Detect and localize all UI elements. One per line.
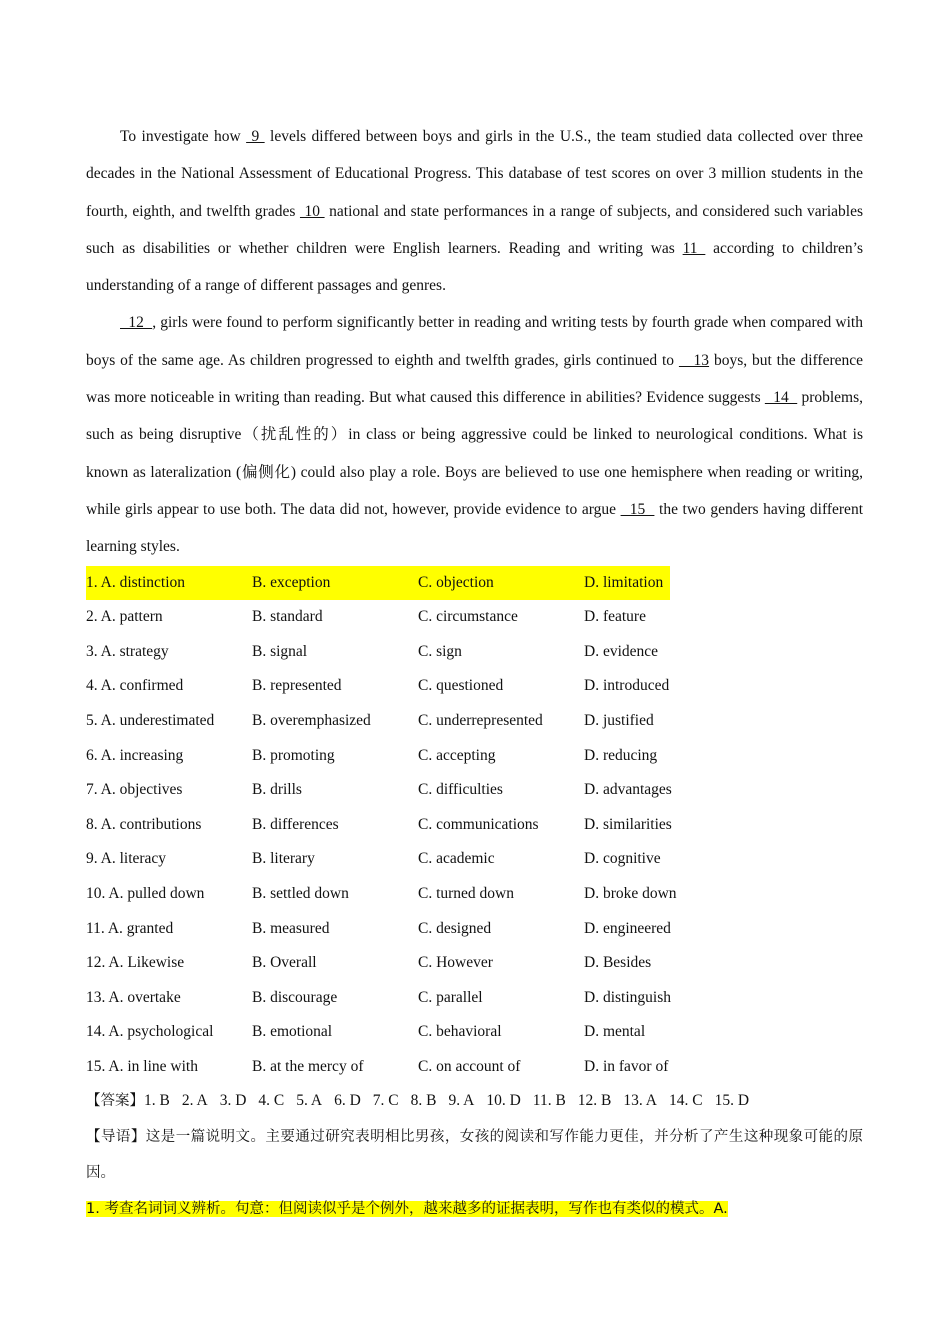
option-1-B: B. exception — [252, 566, 418, 601]
option-12-C: C. However — [418, 954, 493, 972]
option-row-5 — [86, 704, 863, 739]
option-8-A: 8. A. contributions — [86, 815, 202, 833]
answer-item: 7. C — [372, 1092, 399, 1110]
option-9-A: 9. A. literacy — [86, 850, 167, 868]
option-4-D: D. introduced — [584, 677, 670, 695]
option-row-15 — [86, 1050, 863, 1085]
option-12-D: D. Besides — [584, 954, 652, 972]
answer-item: 4. C — [258, 1092, 285, 1110]
answer-item: 6. D — [334, 1092, 361, 1110]
option-row-2 — [86, 600, 863, 635]
option-10-A: 10. A. pulled down — [86, 884, 205, 902]
option-2-A: 2. A. pattern — [86, 608, 163, 626]
option-6-D: D. reducing — [584, 746, 658, 764]
option-row-9 — [86, 842, 863, 877]
answer-item: 8. B — [410, 1092, 437, 1110]
answer-item: 11. B — [532, 1092, 566, 1110]
option-1-A: 1. A. distinction — [86, 566, 252, 601]
option-row-10 — [86, 877, 863, 912]
option-12-A: 12. A. Likewise — [86, 954, 185, 972]
option-5-A: 5. A. underestimated — [86, 711, 215, 729]
option-14-D: D. mental — [584, 1023, 646, 1041]
option-9-C: C. academic — [418, 850, 495, 868]
option-row-8 — [86, 808, 863, 843]
option-row-6 — [86, 739, 863, 774]
option-row-11 — [86, 912, 863, 947]
option-3-D: D. evidence — [584, 642, 659, 660]
option-7-C: C. difficulties — [418, 781, 503, 799]
option-row-12 — [86, 946, 863, 981]
blank-14: 14 — [764, 389, 798, 407]
option-8-B: B. differences — [252, 815, 339, 833]
option-4-B: B. represented — [252, 677, 342, 695]
option-11-C: C. designed — [418, 919, 492, 937]
passage-text: To investigate how — [120, 128, 247, 145]
option-1-D: D. limitation — [584, 566, 670, 601]
option-8-D: D. similarities — [584, 815, 672, 833]
option-5-D: D. justified — [584, 711, 654, 729]
content — [86, 118, 863, 1227]
option-15-A: 15. A. in line with — [86, 1057, 198, 1075]
option-6-B: B. promoting — [252, 746, 335, 764]
passage-paragraph-2 — [86, 304, 863, 565]
option-13-C: C. parallel — [418, 988, 483, 1006]
blank-10: 10 — [299, 202, 325, 220]
option-11-B: B. measured — [252, 919, 330, 937]
option-12-B: B. Overall — [252, 954, 317, 972]
option-1-C: C. objection — [418, 566, 584, 601]
passage-text: boys, but the difference was more noticeable in writing than reading. But what caused this difference in abilities? Evidence suggests — [86, 351, 864, 407]
option-10-D: D. broke down — [584, 884, 677, 902]
explanation-1 — [86, 1191, 863, 1227]
option-3-A: 3. A. strategy — [86, 642, 169, 660]
answer-item: 9. A — [448, 1092, 475, 1110]
option-row-4 — [86, 669, 863, 704]
guide-text: 【导语】这是一篇说明文。主要通过研究表明相比男孩，女孩的阅读和写作能力更佳，并分析了产生这种现象可能的原因。 — [86, 1129, 863, 1182]
option-row-1 — [86, 566, 863, 601]
passage-text: problems, such as being disruptive（扰乱性的）in class or being aggressive could be linked to neurological conditions. What is known as lateralization (偏侧化) could also play a role. Boys are believed to use one hemisphere when reading or writing, while girls appear to use both. The data did not, however, provide evidence to argue — [86, 389, 863, 518]
answer-item: 13. A — [623, 1092, 657, 1110]
answer-label: 【答案】 — [86, 1093, 144, 1110]
answer-item: 14. C — [668, 1092, 703, 1110]
option-row-3 — [86, 635, 863, 670]
answer-line — [86, 1084, 863, 1119]
answer-item: 3. D — [219, 1092, 247, 1110]
passage-text: , girls were found to perform significantly better in reading and writing tests by fourth grade when compared with boys of the same age. As children progressed to eighth and twelfth grades, girls continued to — [86, 314, 863, 369]
option-3-B: B. signal — [252, 642, 308, 660]
option-14-B: B. emotional — [252, 1023, 333, 1041]
option-2-D: D. feature — [584, 608, 646, 626]
option-9-D: D. cognitive — [584, 850, 661, 868]
option-row-13 — [86, 981, 863, 1016]
blank-15: 15 — [620, 500, 655, 518]
passage-text: national and state performances in a range of subjects, and considered such variables such as disabilities or whether children were English learners. Reading and writing was — [86, 202, 863, 257]
answer-item: 10. D — [486, 1092, 521, 1110]
option-row-7 — [86, 773, 863, 808]
option-row-14 — [86, 1015, 863, 1050]
option-11-A: 11. A. granted — [86, 919, 174, 937]
option-11-D: D. engineered — [584, 919, 671, 937]
blank-9: 9 — [246, 128, 265, 145]
option-7-B: B. drills — [252, 781, 302, 799]
option-5-B: B. overemphasized — [252, 711, 371, 729]
option-4-C: C. questioned — [418, 677, 504, 695]
answer-item: 2. A — [181, 1092, 208, 1110]
option-14-A: 14. A. psychological — [86, 1023, 214, 1041]
answer-item: 15. D — [714, 1092, 750, 1110]
option-7-A: 7. A. objectives — [86, 781, 183, 799]
answer-item: 1. B — [144, 1092, 170, 1110]
passage-text: the two genders having different learning styles. — [86, 500, 863, 556]
option-13-D: D. distinguish — [584, 988, 671, 1006]
option-2-B: B. standard — [252, 608, 323, 626]
option-9-B: B. literary — [252, 850, 315, 868]
passage-text: levels differed between boys and girls in the U.S., the team studied data collected over three decades in the National Assessment of Educational Progress. This database of test scores on over 3 million students in the fourth, eighth, and twelfth grades — [86, 128, 864, 220]
blank-11: 11 — [682, 239, 706, 257]
option-6-A: 6. A. increasing — [86, 746, 184, 764]
option-3-C: C. sign — [418, 642, 462, 660]
option-10-C: C. turned down — [418, 884, 515, 902]
option-4-A: 4. A. confirmed — [86, 677, 184, 695]
blank-13: 13 — [678, 351, 710, 369]
explanation-1-text: 1. 考查名词词义辨析。句意：但阅读似乎是个例外，越来越多的证据表明，写作也有类似的模式。A. — [86, 1201, 728, 1218]
passage-paragraph-1 — [86, 118, 863, 304]
option-8-C: C. communications — [418, 815, 539, 833]
option-13-B: B. discourage — [252, 988, 338, 1006]
option-14-C: C. behavioral — [418, 1023, 502, 1041]
option-10-B: B. settled down — [252, 884, 349, 902]
blank-12: 12 — [120, 314, 153, 332]
option-15-B: B. at the mercy of — [252, 1057, 364, 1075]
options-list — [86, 566, 863, 1085]
option-15-D: D. in favor of — [584, 1057, 669, 1075]
option-13-A: 13. A. overtake — [86, 988, 181, 1006]
option-6-C: C. accepting — [418, 746, 496, 764]
option-2-C: C. circumstance — [418, 608, 518, 626]
option-15-C: C. on account of — [418, 1057, 521, 1075]
answer-item: 12. B — [577, 1092, 612, 1110]
option-5-C: C. underrepresented — [418, 711, 543, 729]
passage-text: according to children’s understanding of a range of different passages and genres. — [86, 239, 863, 295]
answer-item: 5. A — [296, 1092, 323, 1110]
option-7-D: D. advantages — [584, 781, 672, 799]
